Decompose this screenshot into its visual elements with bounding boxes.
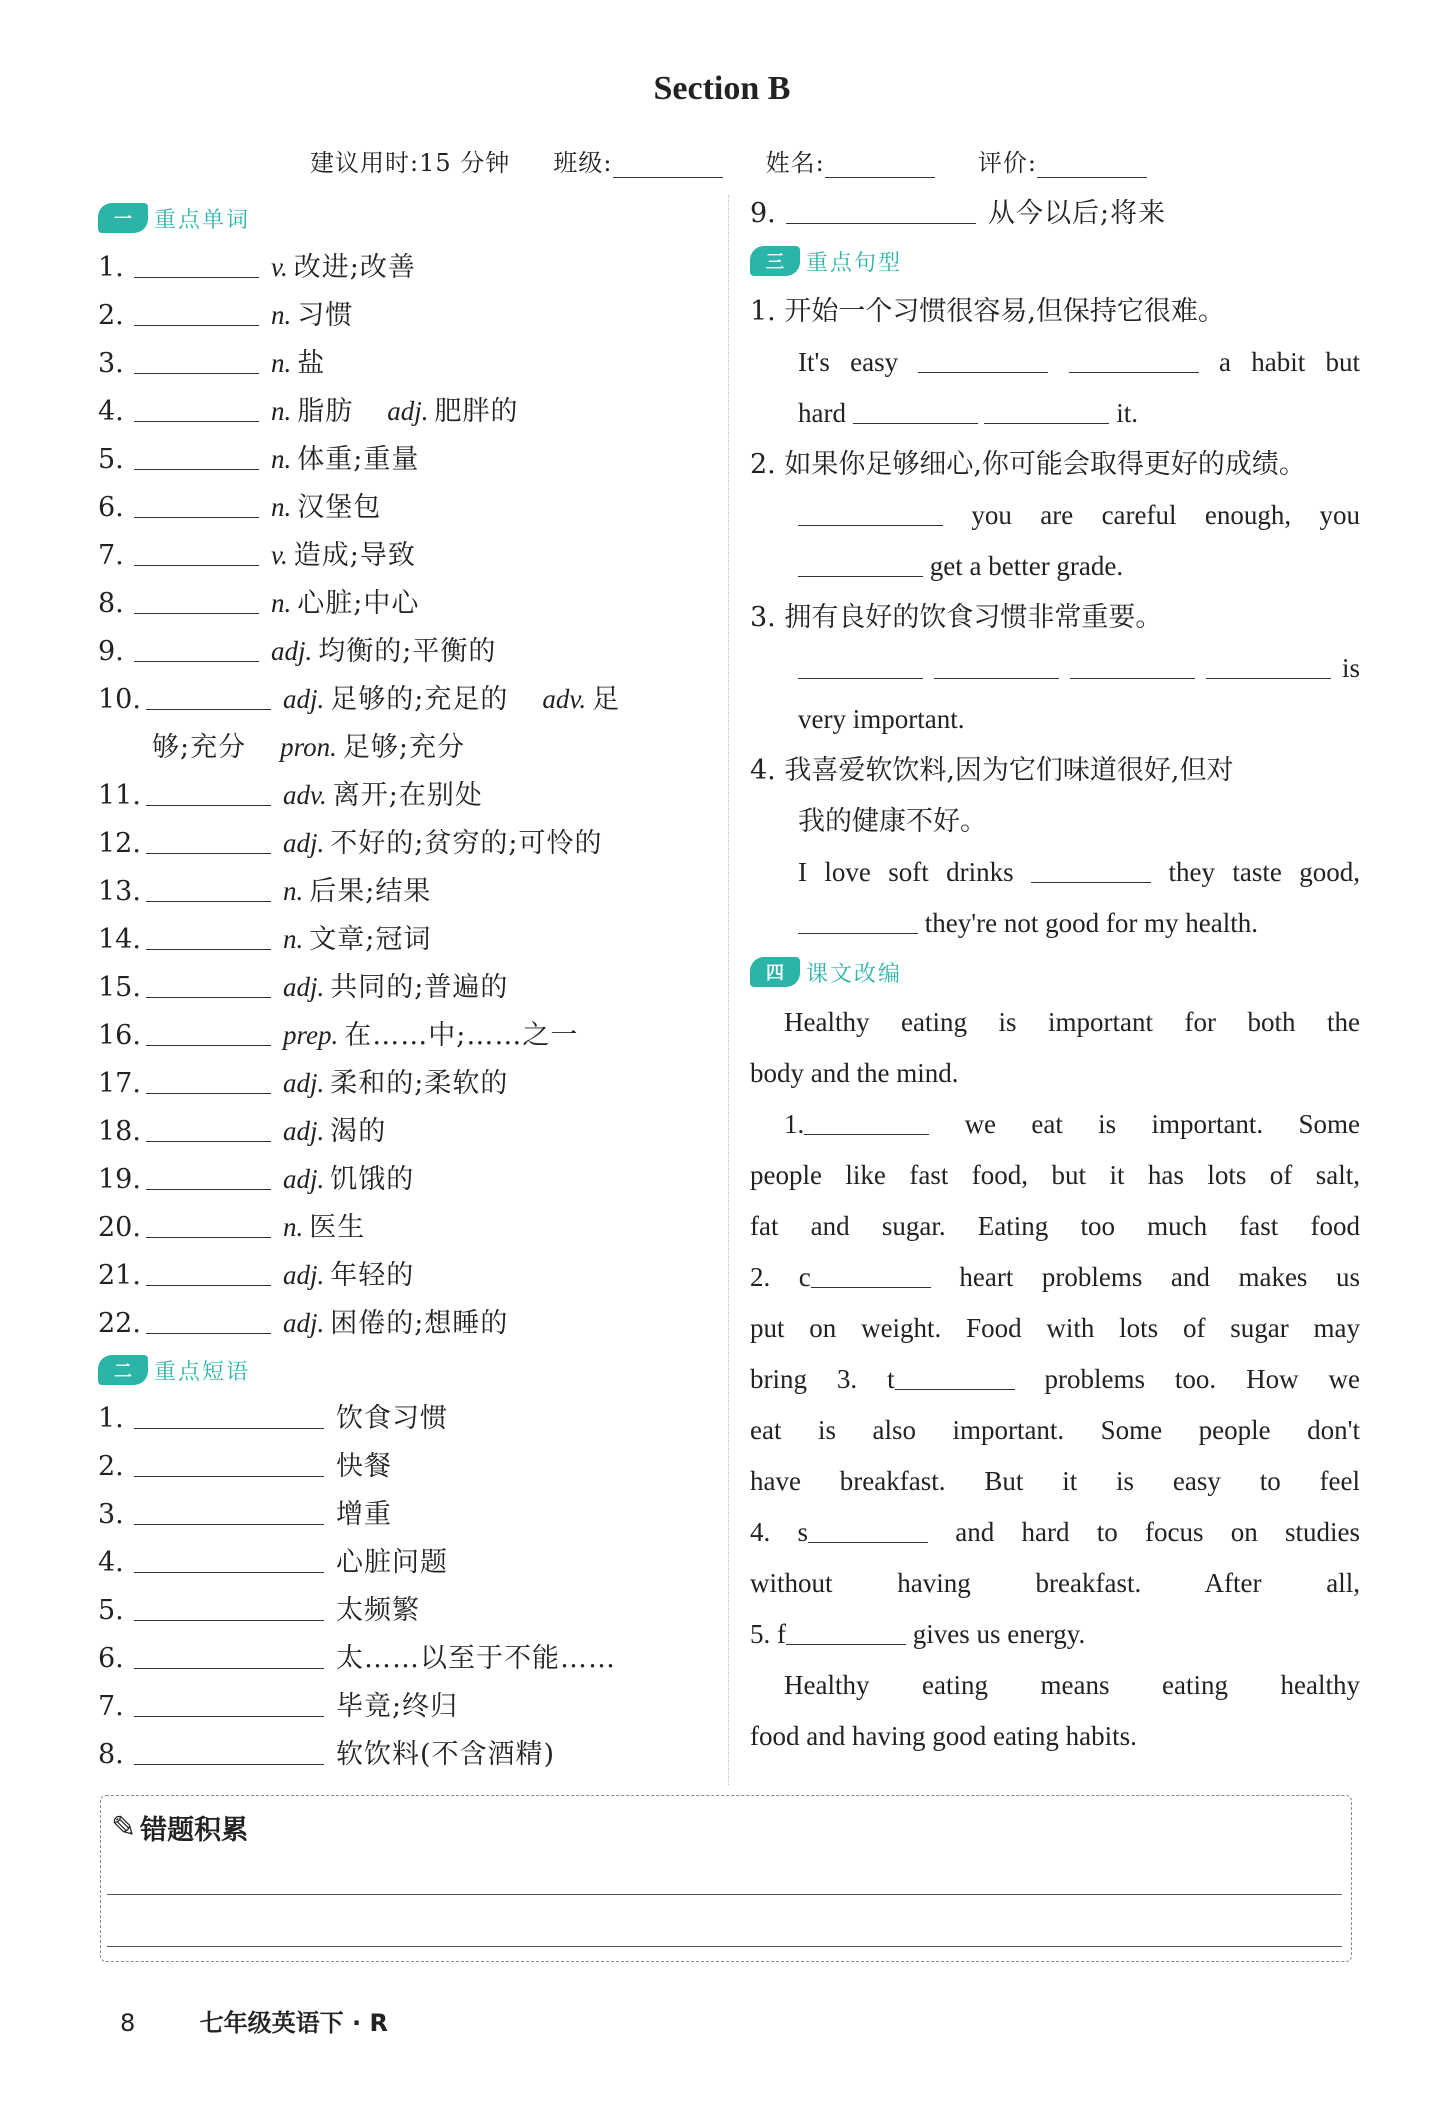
part-of-speech: prep. bbox=[283, 1020, 339, 1050]
text: hard bbox=[798, 398, 846, 428]
definition: 年轻的 bbox=[330, 1260, 415, 1291]
answer-blank[interactable] bbox=[1070, 650, 1195, 679]
word-item bbox=[98, 1155, 718, 1203]
answer-blank[interactable] bbox=[808, 1514, 928, 1543]
part-of-speech: v. bbox=[271, 252, 288, 282]
answer-blank[interactable] bbox=[146, 873, 271, 902]
word-item bbox=[98, 339, 718, 387]
definition: 共同的;普遍的 bbox=[330, 972, 509, 1003]
word-list bbox=[98, 243, 718, 1347]
item-number: 6. bbox=[98, 492, 124, 523]
passage-line bbox=[750, 1609, 1360, 1660]
item-number: 14. bbox=[98, 924, 141, 955]
definition: 习惯 bbox=[297, 300, 354, 331]
sentence-3-line-1 bbox=[750, 643, 1360, 694]
answer-blank[interactable] bbox=[134, 297, 259, 326]
answer-blank[interactable] bbox=[786, 195, 976, 224]
part-of-speech: n. bbox=[271, 588, 292, 618]
answer-blank[interactable] bbox=[134, 249, 259, 278]
answer-blank[interactable] bbox=[786, 1616, 906, 1645]
definition: 从今以后;将来 bbox=[988, 198, 1167, 229]
answer-blank[interactable] bbox=[134, 1544, 324, 1573]
item-number: 9. bbox=[98, 636, 124, 667]
word-item bbox=[98, 963, 718, 1011]
answer-blank[interactable] bbox=[918, 344, 1048, 373]
part-of-speech: adj. bbox=[271, 636, 313, 666]
text: bring 3. t bbox=[750, 1364, 895, 1394]
item-number: 2. bbox=[98, 300, 124, 331]
answer-blank[interactable] bbox=[146, 1161, 271, 1190]
sentence-1-line-1 bbox=[750, 337, 1360, 388]
phrase-list bbox=[98, 1395, 718, 1779]
sentence-2-line-1 bbox=[750, 490, 1360, 541]
passage-line: food and having good eating habits. bbox=[750, 1721, 1137, 1751]
text: and hard to focus on studies bbox=[955, 1517, 1360, 1547]
definition: 太频繁 bbox=[336, 1595, 420, 1626]
phrase-item bbox=[98, 1443, 718, 1491]
word-item bbox=[98, 771, 718, 819]
answer-blank[interactable] bbox=[146, 1305, 271, 1334]
text: 5. f bbox=[750, 1619, 786, 1649]
column-divider bbox=[728, 195, 729, 1785]
text: we eat is important. Some bbox=[964, 1109, 1360, 1139]
item-number: 20. bbox=[98, 1212, 141, 1243]
passage-line bbox=[750, 1354, 1360, 1405]
definition: 足够;充分 bbox=[342, 732, 465, 763]
item-number: 8. bbox=[98, 1739, 124, 1770]
word-item-continued bbox=[98, 723, 718, 771]
definition: 足 bbox=[592, 684, 621, 715]
item-number: 18. bbox=[98, 1116, 141, 1147]
definition: 体重;重量 bbox=[297, 444, 420, 475]
sentence-3-line-2: very important. bbox=[798, 704, 965, 734]
item-number: 2. bbox=[98, 1451, 124, 1482]
item-number: 9. bbox=[750, 198, 776, 229]
sentence-4-line-2 bbox=[750, 898, 1360, 949]
sentence-4-chinese-2: 我的健康不好。 bbox=[798, 806, 987, 837]
item-number: 7. bbox=[98, 1691, 124, 1722]
word-item bbox=[98, 627, 718, 675]
phrase-9-row bbox=[750, 190, 1360, 238]
answer-blank[interactable] bbox=[134, 1592, 324, 1621]
part-of-speech: n. bbox=[271, 492, 292, 522]
answer-blank[interactable] bbox=[798, 497, 943, 526]
answer-blank[interactable] bbox=[146, 681, 271, 710]
right-column bbox=[750, 190, 1360, 1762]
sentence-3-chinese: 3. 拥有良好的饮食习惯非常重要。 bbox=[750, 602, 1163, 633]
word-item bbox=[98, 483, 718, 531]
book-title: 七年级英语下 · R bbox=[199, 2009, 388, 2037]
answer-blank[interactable] bbox=[811, 1259, 931, 1288]
definition: 均衡的;平衡的 bbox=[318, 636, 497, 667]
error-notes-title: 错题积累 bbox=[140, 1815, 249, 1846]
phrase-item bbox=[98, 1587, 718, 1635]
item-number: 7. bbox=[98, 540, 124, 571]
item-number: 10. bbox=[98, 684, 141, 715]
phrase-item bbox=[98, 1683, 718, 1731]
sentence-2-chinese: 2. 如果你足够细心,你可能会取得更好的成绩。 bbox=[750, 449, 1306, 480]
text: heart problems and makes us bbox=[959, 1262, 1361, 1292]
item-number: 1. bbox=[98, 252, 124, 283]
phrase-item bbox=[98, 1491, 718, 1539]
definition: 肥胖的 bbox=[434, 396, 519, 427]
text: problems too. How we bbox=[1044, 1364, 1360, 1394]
definition: 后果;结果 bbox=[309, 876, 432, 907]
word-item bbox=[98, 579, 718, 627]
item-number: 11. bbox=[98, 780, 141, 811]
answer-blank[interactable] bbox=[1069, 344, 1199, 373]
definition: 改进;改善 bbox=[293, 252, 416, 283]
text: 1. bbox=[784, 1109, 805, 1139]
eval-blank[interactable] bbox=[1037, 151, 1147, 178]
section-title: 课文改编 bbox=[806, 961, 903, 987]
word-item bbox=[98, 867, 718, 915]
page-number: 8 bbox=[120, 2009, 136, 2037]
word-item bbox=[98, 243, 718, 291]
meta-line bbox=[310, 143, 1147, 178]
passage-line: without having breakfast. After all, bbox=[750, 1568, 1360, 1598]
item-number: 5. bbox=[98, 444, 124, 475]
definition: 造成;导致 bbox=[293, 540, 416, 571]
definition: 饮食习惯 bbox=[336, 1403, 448, 1434]
word-item bbox=[98, 435, 718, 483]
section-title: 重点句型 bbox=[806, 250, 903, 276]
section-title: 重点单词 bbox=[154, 207, 251, 233]
word-item bbox=[98, 291, 718, 339]
word-item bbox=[98, 1059, 718, 1107]
passage-line bbox=[750, 1507, 1360, 1558]
definition: 脂肪 bbox=[297, 396, 354, 427]
answer-blank[interactable] bbox=[134, 1736, 324, 1765]
answer-blank[interactable] bbox=[134, 537, 259, 566]
part-of-speech: adj. bbox=[283, 684, 325, 714]
answer-blank[interactable] bbox=[146, 921, 271, 950]
word-item bbox=[98, 1251, 718, 1299]
class-label: 班级: bbox=[553, 149, 613, 177]
section-key-words bbox=[98, 199, 718, 237]
part-of-speech: adj. bbox=[283, 1260, 325, 1290]
section-key-phrases bbox=[98, 1351, 718, 1389]
definition: 渴的 bbox=[330, 1116, 387, 1147]
answer-blank[interactable] bbox=[146, 777, 271, 806]
word-item bbox=[98, 1203, 718, 1251]
definition: 足够的;充足的 bbox=[330, 684, 509, 715]
definition: 够;充分 bbox=[152, 732, 247, 763]
text: they're not good for my health. bbox=[924, 908, 1259, 938]
word-item bbox=[98, 1299, 718, 1347]
item-number: 15. bbox=[98, 972, 141, 1003]
answer-blank[interactable] bbox=[798, 650, 923, 679]
definition: 增重 bbox=[336, 1499, 392, 1530]
class-blank[interactable] bbox=[613, 151, 723, 178]
eval-label: 评价: bbox=[977, 149, 1038, 177]
item-number: 19. bbox=[98, 1164, 141, 1195]
part-of-speech: adj. bbox=[283, 1116, 325, 1146]
passage-line: fat and sugar. Eating too much fast food bbox=[750, 1211, 1360, 1241]
passage-line bbox=[750, 1252, 1360, 1303]
answer-blank[interactable] bbox=[798, 905, 918, 934]
name-label: 姓名: bbox=[765, 149, 825, 177]
answer-blank[interactable] bbox=[146, 969, 271, 998]
page-title: Section B bbox=[653, 70, 791, 107]
passage bbox=[750, 997, 1360, 1762]
answer-blank[interactable] bbox=[146, 1113, 271, 1142]
writing-line[interactable] bbox=[107, 1946, 1342, 1947]
text: It's easy bbox=[798, 347, 899, 377]
answer-blank[interactable] bbox=[984, 395, 1109, 424]
part-of-speech: adj. bbox=[283, 1164, 325, 1194]
answer-blank[interactable] bbox=[134, 345, 259, 374]
error-notes-header bbox=[111, 1808, 248, 1847]
definition: 毕竟;终归 bbox=[336, 1691, 459, 1722]
answer-blank[interactable] bbox=[134, 1496, 324, 1525]
answer-blank[interactable] bbox=[146, 1017, 271, 1046]
answer-blank[interactable] bbox=[934, 650, 1059, 679]
section-badge: 三 bbox=[750, 246, 800, 276]
definition: 心脏;中心 bbox=[297, 588, 420, 619]
text: 4. s bbox=[750, 1517, 809, 1547]
passage-line: body and the mind. bbox=[750, 1058, 959, 1088]
part-of-speech: adj. bbox=[283, 972, 325, 1002]
passage-line: put on weight. Food with lots of sugar may bbox=[750, 1313, 1360, 1343]
text: 2. c bbox=[750, 1262, 811, 1292]
text: you are careful enough, you bbox=[971, 500, 1360, 530]
phrase-item bbox=[98, 1539, 718, 1587]
part-of-speech: n. bbox=[271, 396, 292, 426]
item-number: 13. bbox=[98, 876, 141, 907]
word-item bbox=[98, 915, 718, 963]
passage-line: have breakfast. But it is easy to feel bbox=[750, 1466, 1360, 1496]
item-number: 1. bbox=[98, 1403, 124, 1434]
section-badge: 四 bbox=[750, 957, 800, 987]
definition: 快餐 bbox=[336, 1451, 392, 1482]
part-of-speech: n. bbox=[271, 348, 292, 378]
answer-blank[interactable] bbox=[146, 1209, 271, 1238]
sentence-4-chinese-1: 4. 我喜爱软饮料,因为它们味道很好,但对 bbox=[750, 755, 1234, 786]
definition: 软饮料(不含酒精) bbox=[336, 1739, 556, 1770]
definition: 困倦的;想睡的 bbox=[330, 1308, 509, 1339]
section-badge: 二 bbox=[98, 1355, 148, 1385]
definition: 文章;冠词 bbox=[309, 924, 432, 955]
text: a habit but bbox=[1218, 347, 1360, 377]
item-number: 8. bbox=[98, 588, 124, 619]
answer-blank[interactable] bbox=[134, 1688, 324, 1717]
answer-blank[interactable] bbox=[134, 1400, 324, 1429]
answer-blank[interactable] bbox=[1031, 854, 1151, 883]
answer-blank[interactable] bbox=[134, 489, 259, 518]
section-title: 重点短语 bbox=[154, 1359, 251, 1385]
definition: 饥饿的 bbox=[330, 1164, 415, 1195]
definition: 汉堡包 bbox=[297, 492, 382, 523]
word-item bbox=[98, 531, 718, 579]
part-of-speech: adj. bbox=[283, 1068, 325, 1098]
phrase-item bbox=[98, 1395, 718, 1443]
sentence-1-line-2 bbox=[750, 388, 1360, 439]
item-number: 4. bbox=[98, 396, 124, 427]
text: I love soft drinks bbox=[798, 857, 1014, 887]
answer-blank[interactable] bbox=[134, 441, 259, 470]
text: is bbox=[1342, 653, 1361, 683]
word-item bbox=[98, 387, 718, 435]
section-passage bbox=[750, 953, 1360, 991]
item-number: 3. bbox=[98, 1499, 124, 1530]
definition: 离开;在别处 bbox=[332, 780, 483, 811]
text: get a better grade. bbox=[929, 551, 1124, 581]
part-of-speech: v. bbox=[271, 540, 288, 570]
part-of-speech: n. bbox=[271, 300, 292, 330]
definition: 盐 bbox=[297, 348, 326, 379]
pen-icon: ✎ bbox=[111, 1810, 137, 1845]
part-of-speech: n. bbox=[283, 1212, 304, 1242]
left-column bbox=[98, 195, 718, 1779]
sentence-2-line-2 bbox=[750, 541, 1360, 592]
item-number: 4. bbox=[98, 1547, 124, 1578]
definition: 柔和的;柔软的 bbox=[330, 1068, 509, 1099]
passage-line: Healthy eating is important for both the bbox=[784, 1007, 1360, 1037]
part-of-speech: adj. bbox=[387, 396, 429, 426]
part-of-speech: adv. bbox=[283, 780, 327, 810]
word-item bbox=[98, 819, 718, 867]
item-number: 22. bbox=[98, 1308, 141, 1339]
sentence-4-line-1 bbox=[750, 847, 1360, 898]
sentence-1-chinese: 1. 开始一个习惯很容易,但保持它很难。 bbox=[750, 296, 1225, 327]
definition: 医生 bbox=[309, 1212, 366, 1243]
answer-blank[interactable] bbox=[134, 633, 259, 662]
answer-blank[interactable] bbox=[895, 1361, 1015, 1390]
word-item bbox=[98, 675, 718, 723]
page-footer bbox=[120, 2003, 388, 2038]
item-number: 3. bbox=[98, 348, 124, 379]
part-of-speech: adj. bbox=[283, 828, 325, 858]
answer-blank[interactable] bbox=[798, 548, 923, 577]
part-of-speech: n. bbox=[271, 444, 292, 474]
item-number: 17. bbox=[98, 1068, 141, 1099]
answer-blank[interactable] bbox=[134, 585, 259, 614]
text: gives us energy. bbox=[912, 1619, 1086, 1649]
section-badge: 一 bbox=[98, 203, 148, 233]
text: it. bbox=[1116, 398, 1138, 428]
definition: 不好的;贫穷的;可怜的 bbox=[330, 828, 603, 859]
answer-blank[interactable] bbox=[146, 1065, 271, 1094]
answer-blank[interactable] bbox=[146, 825, 271, 854]
definition: 太……以至于不能…… bbox=[336, 1643, 616, 1674]
part-of-speech: adv. bbox=[542, 684, 587, 714]
item-number: 21. bbox=[98, 1260, 141, 1291]
answer-blank[interactable] bbox=[134, 1448, 324, 1477]
section-key-sentences bbox=[750, 242, 1360, 280]
answer-blank[interactable] bbox=[146, 1257, 271, 1286]
word-item bbox=[98, 1011, 718, 1059]
answer-blank[interactable] bbox=[134, 393, 259, 422]
part-of-speech: adj. bbox=[283, 1308, 325, 1338]
answer-blank[interactable] bbox=[853, 395, 978, 424]
part-of-speech: n. bbox=[283, 924, 304, 954]
name-blank[interactable] bbox=[825, 151, 935, 178]
word-item bbox=[98, 1107, 718, 1155]
passage-line: people like fast food, but it has lots of salt, bbox=[750, 1160, 1360, 1190]
item-number: 12. bbox=[98, 828, 141, 859]
time-label: 建议用时:15 分钟 bbox=[310, 149, 511, 177]
phrase-item bbox=[98, 1635, 718, 1683]
item-number: 16. bbox=[98, 1020, 141, 1051]
phrase-item bbox=[750, 190, 1360, 238]
part-of-speech: pron. bbox=[280, 732, 337, 762]
answer-blank[interactable] bbox=[804, 1106, 929, 1135]
writing-line[interactable] bbox=[107, 1894, 1342, 1895]
definition: 在……中;……之一 bbox=[344, 1020, 579, 1051]
item-number: 5. bbox=[98, 1595, 124, 1626]
answer-blank[interactable] bbox=[1206, 650, 1331, 679]
text: they taste good, bbox=[1168, 857, 1361, 887]
phrase-item bbox=[98, 1731, 718, 1779]
passage-line: Healthy eating means eating healthy bbox=[784, 1670, 1360, 1700]
part-of-speech: n. bbox=[283, 876, 304, 906]
passage-line bbox=[750, 1099, 1360, 1150]
passage-line: eat is also important. Some people don't bbox=[750, 1415, 1360, 1445]
answer-blank[interactable] bbox=[134, 1640, 324, 1669]
error-notes-box bbox=[100, 1795, 1352, 1962]
item-number: 6. bbox=[98, 1643, 124, 1674]
definition: 心脏问题 bbox=[336, 1547, 448, 1578]
